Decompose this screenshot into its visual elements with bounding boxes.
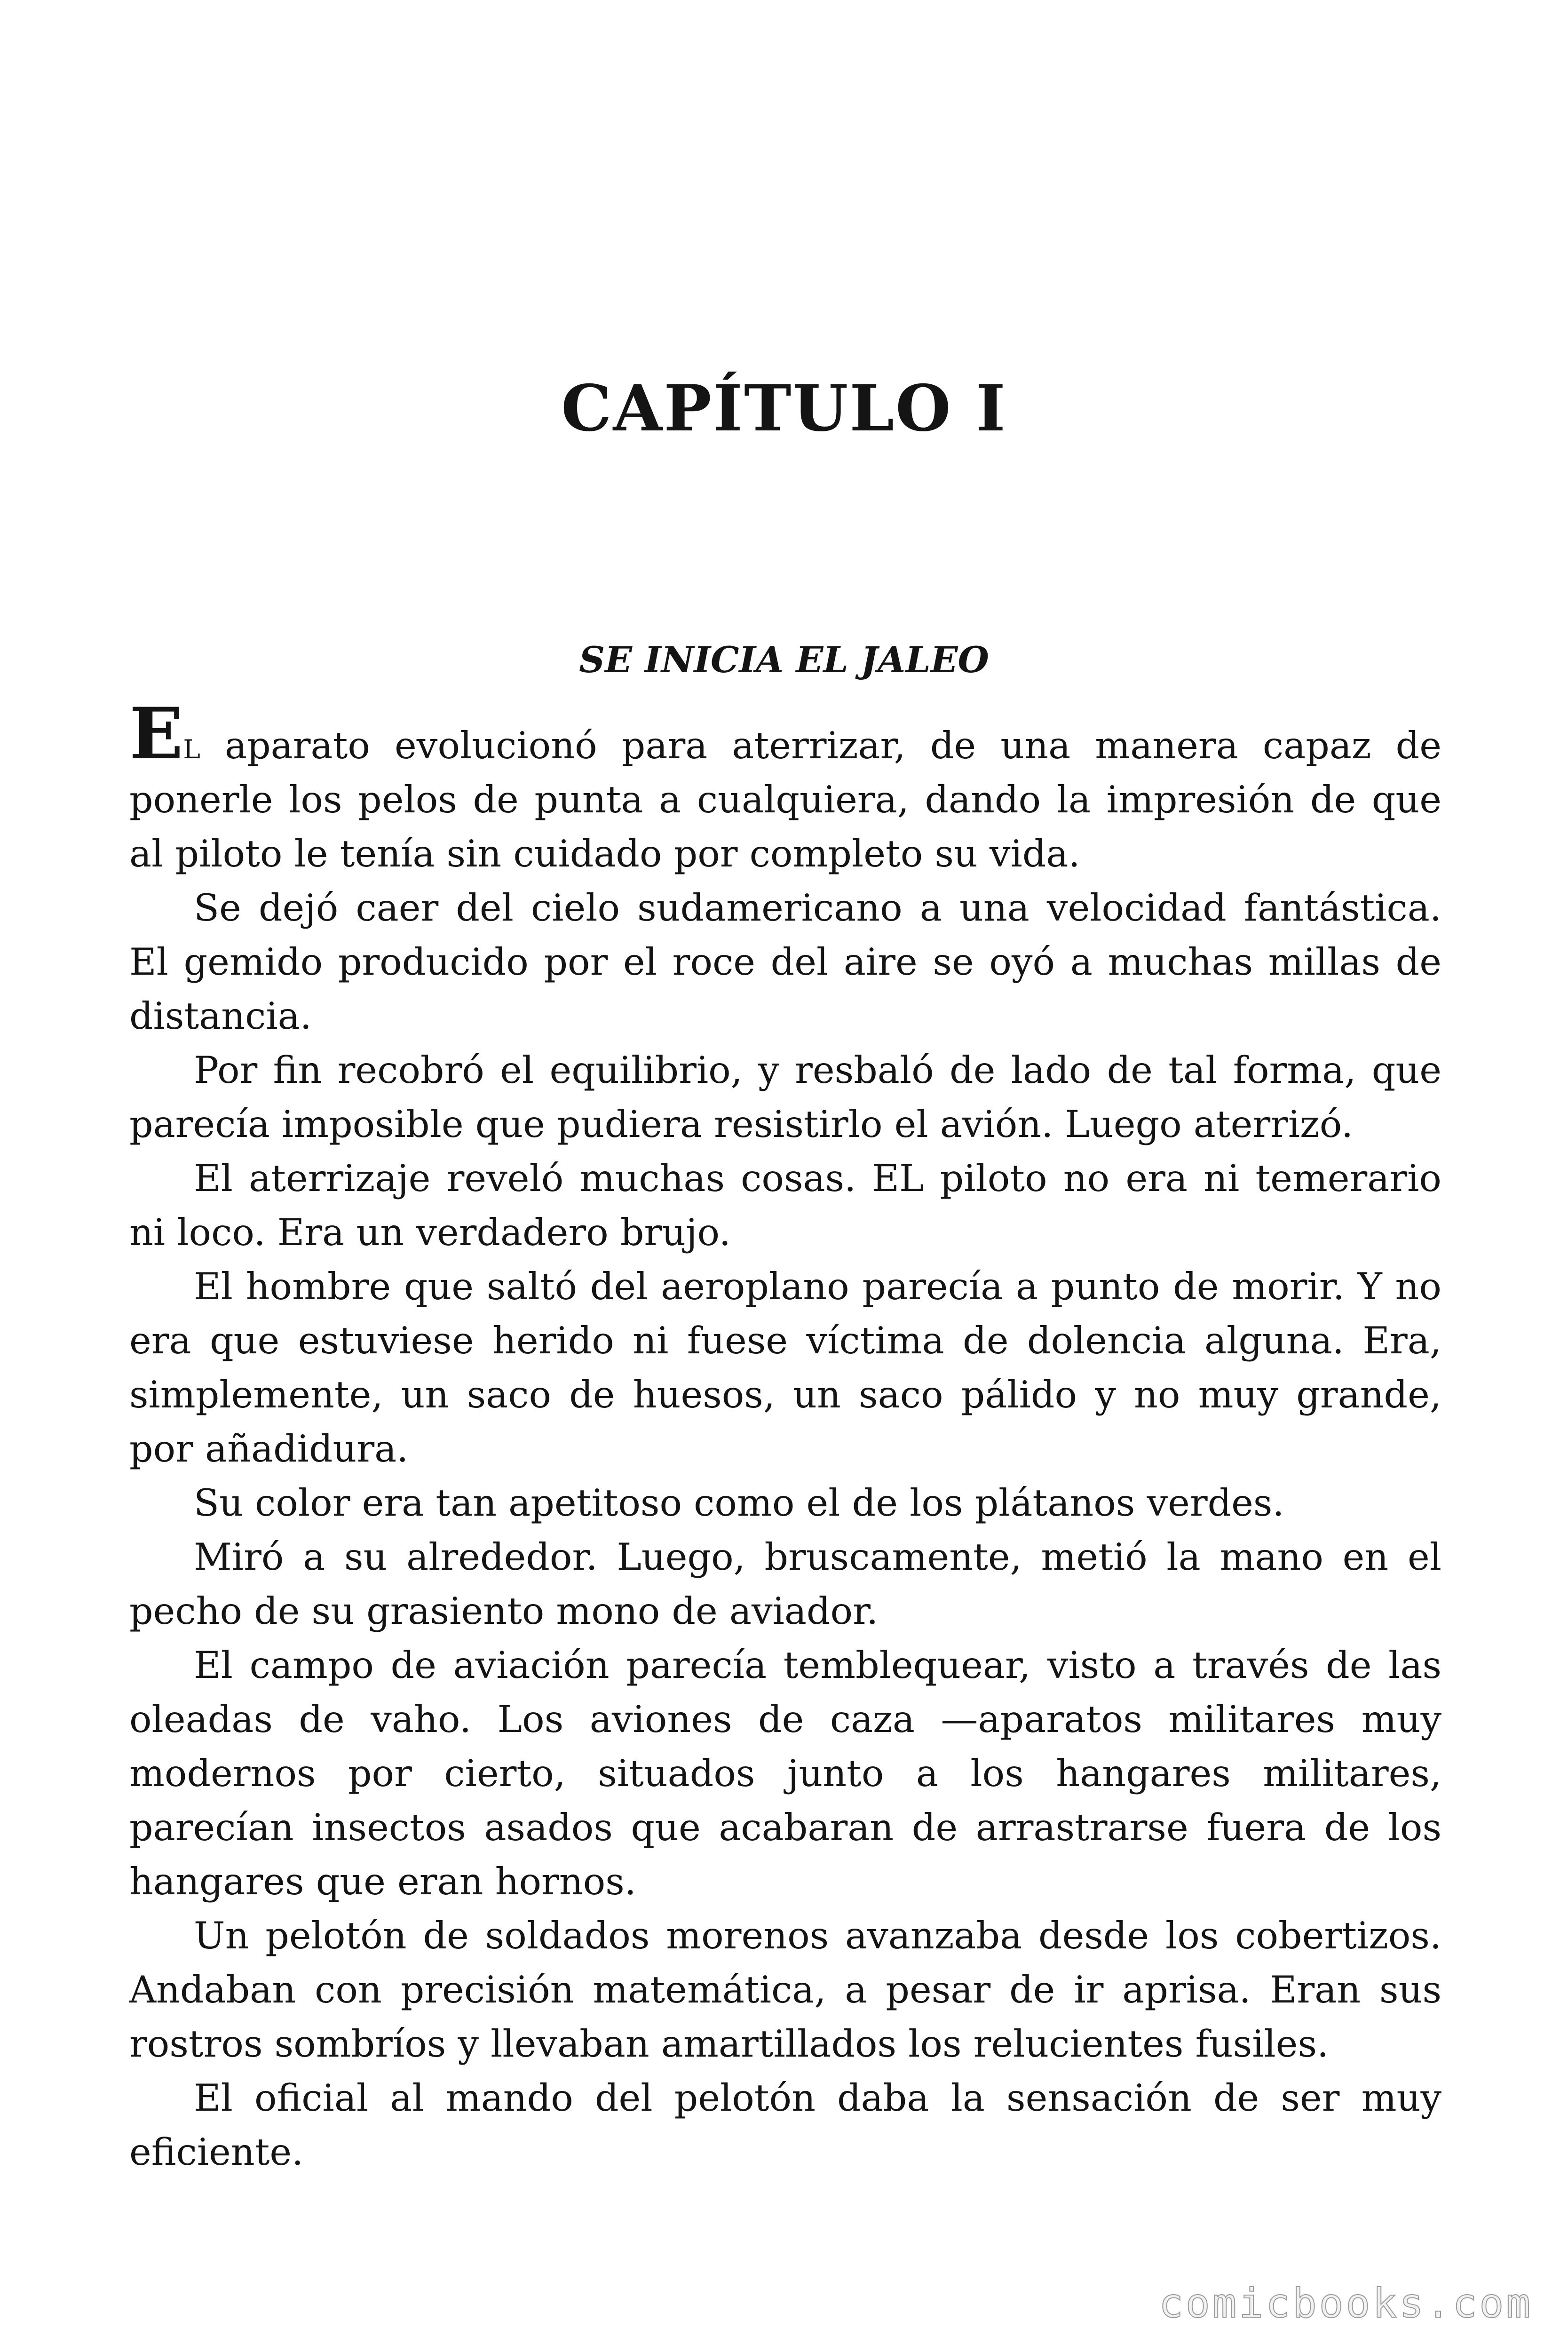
watermark: comicbooks.com [1159, 2280, 1533, 2327]
drop-initial: E [129, 692, 183, 775]
paragraph: Se dejó caer del cielo sudamericano a una velocidad fantástica. El gemido producido por el roce del aire se oyó a muchas millas de distancia. [129, 886, 1441, 1038]
initial-rest: l [183, 724, 200, 767]
chapter-body [129, 692, 1441, 2179]
paragraph: Su color era tan apetitoso como el de los plátanos verdes. [194, 1481, 1284, 1525]
paragraph: Un pelotón de soldados morenos avanzaba desde los cobertizos. Andaban con precisión matemática, a pesar de ir aprisa. Eran sus rostros sombríos y llevaban amartillados los relucientes fusiles. [129, 1914, 1441, 2066]
chapter-title: CAPÍTULO I [561, 371, 1007, 445]
section-title: SE INICIA EL JALEO [579, 639, 989, 681]
paragraph: El oficial al mando del pelotón daba la sensación de ser muy eficiente. [129, 2076, 1441, 2174]
first-paragraph [129, 692, 1441, 881]
first-paragraph-text: aparato evolucionó para aterrizar, de una manera capaz de ponerle los pelos de punta a cualquiera, dando la impresión de que al piloto le tenía sin cuidado por completo su vida. [129, 724, 1441, 875]
paragraph: El hombre que saltó del aeroplano parecía a punto de morir. Y no era que estuviese herido ni fuese víctima de dolencia alguna. Era, simplemente, un saco de huesos, un saco pálido y no muy grande, por añadidura. [129, 1265, 1441, 1470]
paragraph: El campo de aviación parecía temblequear, visto a través de las oleadas de vaho. Los aviones de caza —aparatos militares muy modernos por cierto, situados junto a los hangares militares, parecían insectos asados que acabaran de arrastrarse fuera de los hangares que eran hornos. [129, 1644, 1441, 1903]
paragraph: Miró a su alrededor. Luego, bruscamente, metió la mano en el pecho de su grasiento mono de aviador. [129, 1535, 1441, 1633]
paragraph: El aterrizaje reveló muchas cosas. EL piloto no era ni temerario ni loco. Era un verdadero brujo. [129, 1157, 1441, 1254]
paragraph: Por fin recobró el equilibrio, y resbaló de lado de tal forma, que parecía imposible que pudiera resistirlo el avión. Luego aterrizó. [129, 1049, 1441, 1146]
